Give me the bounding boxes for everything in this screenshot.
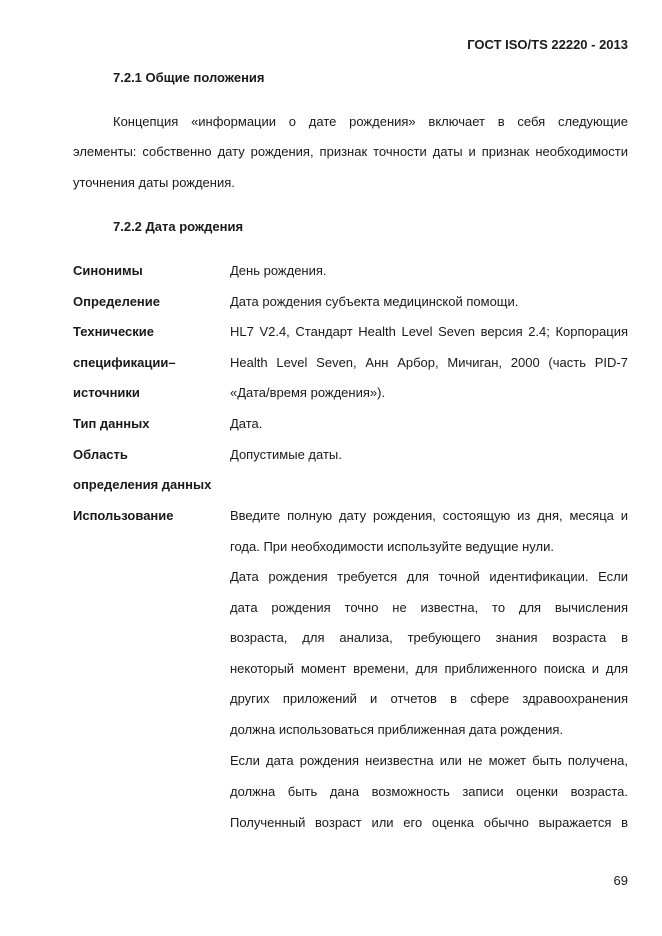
value-tech-spec-line: Health Level Seven, Анн Арбор, Мичиган, 2000 (часть PID-7 (230, 355, 628, 370)
term-definition: Определение (73, 294, 161, 309)
term-tech-spec: спецификации– (73, 355, 176, 370)
value-usage-line: возраста, для анализа, требующего знания возраста в (230, 630, 628, 645)
value-tech-spec-line: «Дата/время рождения»). (230, 385, 386, 400)
section-7-2-1-title: 7.2.1 Общие положения (113, 70, 265, 85)
value-usage-line: должна использоваться приближенная дата рождения. (230, 722, 564, 737)
value-usage-line: дата рождения точно не известна, то для вычисления (230, 600, 628, 615)
value-synonyms: День рождения. (230, 263, 327, 278)
value-data-type: Дата. (230, 416, 263, 431)
value-definition: Дата рождения субъекта медицинской помощи. (230, 294, 519, 309)
term-tech-spec: источники (73, 385, 140, 400)
value-usage-line: Полученный возраст или его оценка обычно выражается в (230, 815, 628, 830)
term-tech-spec: Технические (73, 324, 154, 339)
value-usage-line: года. При необходимости используйте ведущие нули. (230, 539, 554, 554)
term-usage: Использование (73, 508, 174, 523)
para-line: Концепция «информации о дате рождения» включает в себя следующие (113, 114, 628, 129)
value-domain: Допустимые даты. (230, 447, 342, 462)
term-synonyms: Синонимы (73, 263, 143, 278)
value-tech-spec-line: HL7 V2.4, Стандарт Health Level Seven версия 2.4; Корпорация (230, 324, 628, 339)
document-header: ГОСТ ISO/TS 22220 - 2013 (467, 37, 628, 52)
value-usage-line: Если дата рождения неизвестна или не может быть получена, (230, 753, 628, 768)
page-number: 69 (613, 873, 628, 888)
term-data-type: Тип данных (73, 416, 150, 431)
para-line: элементы: собственно дату рождения, признак точности даты и признак необходимости (73, 144, 628, 159)
value-usage-line: некоторый момент времени, для приближенного поиска и для (230, 661, 628, 676)
term-domain: Область (73, 447, 128, 462)
section-7-2-2-title: 7.2.2 Дата рождения (113, 219, 244, 234)
value-usage-line: должна быть дана возможность записи оценки возраста. (230, 784, 628, 799)
value-usage-line: Введите полную дату рождения, состоящую из дня, месяца и (230, 508, 628, 523)
value-usage-line: других приложений и отчетов в сфере здравоохранения (230, 691, 628, 706)
term-domain: определения данных (73, 477, 212, 492)
value-usage-line: Дата рождения требуется для точной идентификации. Если (230, 569, 628, 584)
para-line: уточнения даты рождения. (73, 175, 235, 190)
